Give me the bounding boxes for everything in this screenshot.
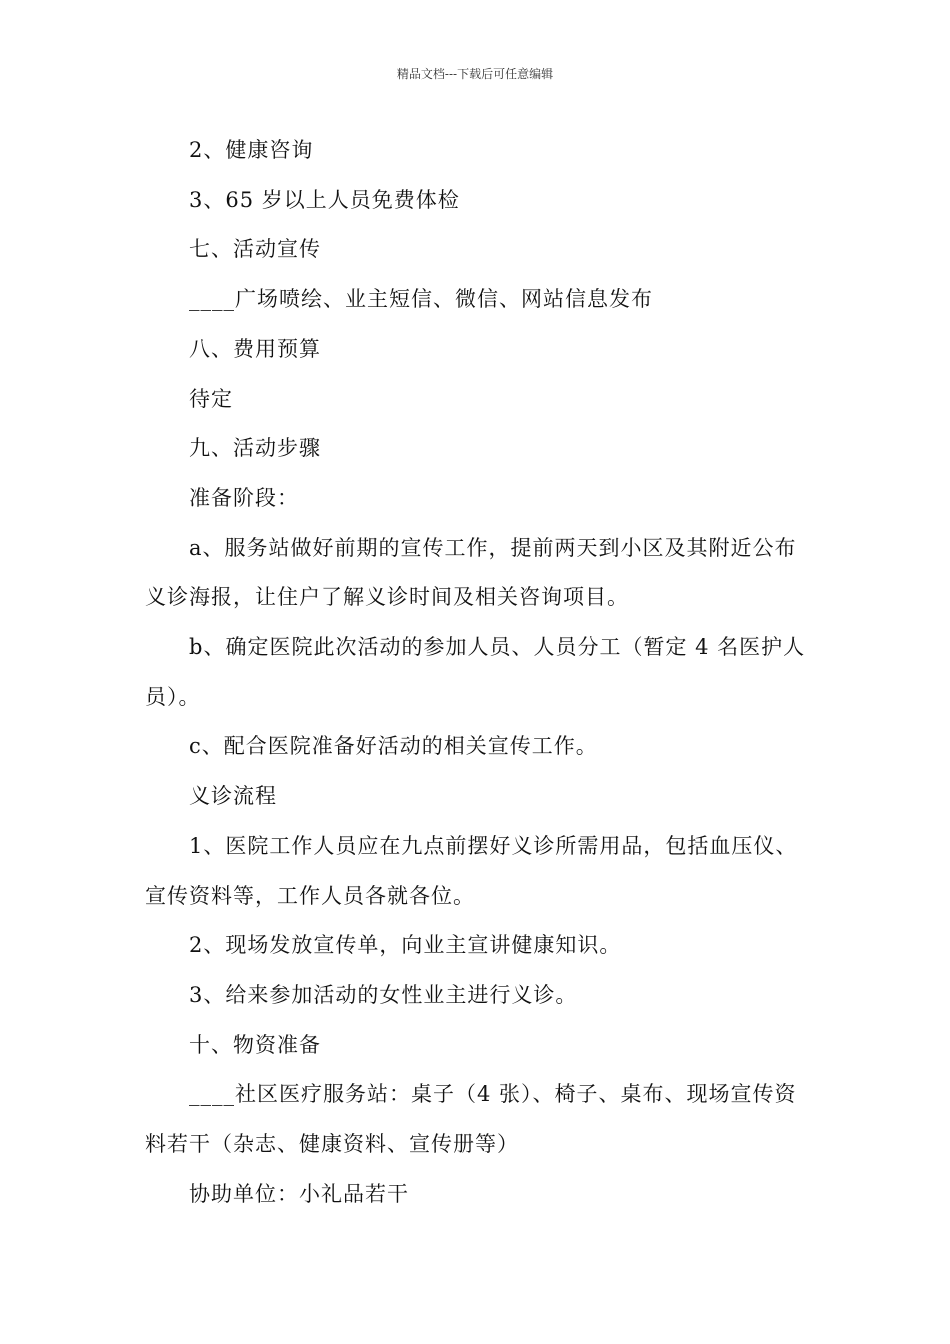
paragraph-step-c: c、配合医院准备好活动的相关宣传工作。 [189, 734, 598, 759]
paragraph-publicity-channels: ____广场喷绘、业主短信、微信、网站信息发布 [189, 287, 653, 312]
paragraph-step-b: b、确定医院此次活动的参加人员、人员分工（暂定 4 名医护人员）。 [145, 635, 806, 709]
section-heading-materials: 十、物资准备 [189, 1032, 321, 1057]
paragraph-health-consult: 2、健康咨询 [189, 138, 314, 162]
paragraph-materials-station: ____社区医疗服务站：桌子（4 张）、椅子、桌布、现场宣传资料若干（杂志、健康资料、宣传册等） [145, 1082, 797, 1157]
subheading-clinic-process: 义诊流程 [189, 784, 277, 809]
section-heading-publicity: 七、活动宣传 [189, 237, 321, 262]
paragraph-free-checkup: 3、65 岁以上人员免费体检 [189, 187, 460, 212]
paragraph-process-2: 2、现场发放宣传单，向业主宣讲健康知识。 [189, 933, 622, 958]
section-heading-steps: 九、活动步骤 [189, 436, 321, 461]
section-heading-budget: 八、费用预算 [189, 336, 321, 361]
document-body [145, 126, 815, 1219]
paragraph-budget-tbd: 待定 [189, 386, 233, 411]
paragraph-process-1: 1、医院工作人员应在九点前摆好义诊所需用品，包括血压仪、宣传资料等，工作人员各就各位。 [145, 833, 798, 908]
paragraph-step-a: a、服务站做好前期的宣传工作，提前两天到小区及其附近公布义诊海报，让住户了解义诊时间及相关咨询项目。 [145, 535, 797, 610]
paragraph-process-3: 3、给来参加活动的女性业主进行义诊。 [189, 982, 578, 1007]
subheading-preparation: 准备阶段： [189, 485, 299, 510]
page-header: 精品文档---下载后可任意编辑 [396, 67, 554, 81]
paragraph-materials-partner: 协助单位：小礼品若干 [189, 1181, 409, 1206]
